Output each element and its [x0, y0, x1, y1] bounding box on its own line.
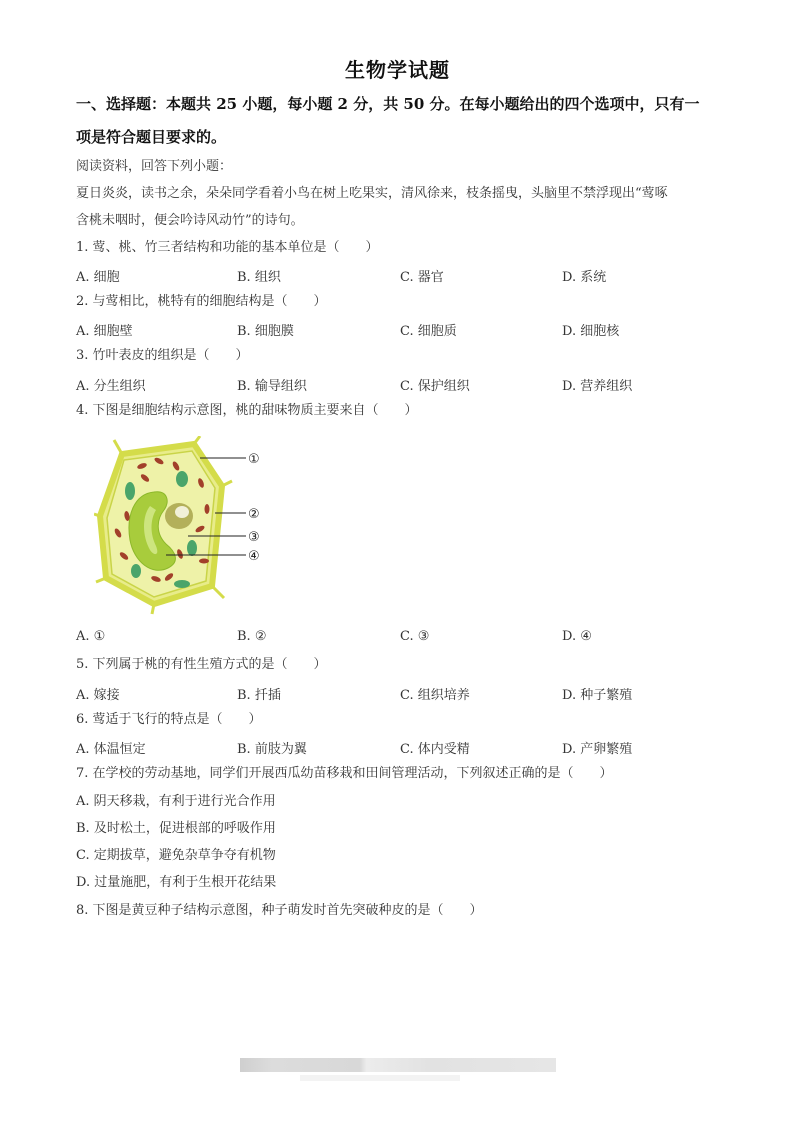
question-5-stem: 5. 下列属于桃的有性生殖方式的是（ ）	[76, 657, 327, 672]
page-title: 生物学试题	[345, 58, 450, 82]
footer-watermark	[240, 1058, 556, 1072]
option-a[interactable]: A. 细胞壁	[76, 324, 133, 339]
question-6-stem: 6. 莺适于飞行的特点是（ ）	[76, 712, 262, 727]
option-b[interactable]: B. 扦插	[237, 688, 281, 703]
option-a[interactable]: A. 体温恒定	[76, 742, 146, 757]
footer-watermark-sub	[300, 1075, 460, 1081]
chloroplast	[125, 482, 135, 500]
option-d[interactable]: D. 细胞核	[562, 324, 620, 339]
question-2-options	[76, 320, 726, 338]
option-b[interactable]: B. 输导组织	[237, 379, 307, 394]
option-b[interactable]: B. 组织	[237, 270, 281, 285]
section-heading-line2: 项是符合题目要求的。	[76, 128, 227, 146]
option-d[interactable]: D. 系统	[562, 270, 607, 285]
passage-line-2: 含桃未咽时，便会吟诗风动竹”的诗句。	[76, 213, 304, 228]
question-1-options	[76, 266, 726, 284]
question-4-options	[76, 629, 726, 647]
option-c[interactable]: C. ③	[400, 629, 430, 644]
passage-line-1: 夏日炎炎，读书之余，朵朵同学看着小鸟在树上吃果实，清风徐来，枝条摇曳，头脑里不禁浮现出“莺啄	[76, 186, 668, 201]
option-b[interactable]: B. ②	[237, 629, 267, 644]
option-d[interactable]: D. 产卵繁殖	[562, 742, 633, 757]
question-7-option-d[interactable]: D. 过量施肥，有利于生根开花结果	[76, 875, 277, 890]
option-d[interactable]: D. 种子繁殖	[562, 688, 633, 703]
plant-cell-diagram	[94, 436, 274, 616]
question-7-option-b[interactable]: B. 及时松土，促进根部的呼吸作用	[76, 821, 276, 836]
question-6-options	[76, 738, 726, 756]
option-c[interactable]: C. 细胞质	[400, 324, 457, 339]
question-4-stem: 4. 下图是细胞结构示意图，桃的甜味物质主要来自（ ）	[76, 403, 418, 418]
option-c[interactable]: C. 器官	[400, 270, 444, 285]
question-3-options	[76, 375, 726, 393]
option-c[interactable]: C. 保护组织	[400, 379, 470, 394]
section-heading-line1: 一、选择题：本题共 25 小题，每小题 2 分，共 50 分。在每小题给出的四个选项中，只有一	[76, 95, 700, 113]
option-d[interactable]: D. ④	[562, 629, 592, 644]
label-2: ②	[248, 507, 260, 522]
label-3: ③	[248, 530, 260, 545]
question-5-options	[76, 684, 726, 702]
option-b[interactable]: B. 细胞膜	[237, 324, 294, 339]
question-7-option-c[interactable]: C. 定期拔草，避免杂草争夺有机物	[76, 848, 276, 863]
question-3-stem: 3. 竹叶表皮的组织是（ ）	[76, 348, 249, 363]
reading-intro: 阅读资料，回答下列小题：	[76, 159, 233, 174]
option-a[interactable]: A. 分生组织	[76, 379, 146, 394]
question-8-stem: 8. 下图是黄豆种子结构示意图，种子萌发时首先突破种皮的是（ ）	[76, 903, 483, 918]
question-7-option-a[interactable]: A. 阴天移栽，有利于进行光合作用	[76, 794, 276, 809]
option-c[interactable]: C. 组织培养	[400, 688, 470, 703]
option-d[interactable]: D. 营养组织	[562, 379, 633, 394]
option-a[interactable]: A. ①	[76, 629, 106, 644]
question-2-stem: 2. 与莺相比，桃特有的细胞结构是（ ）	[76, 294, 327, 309]
option-b[interactable]: B. 前肢为翼	[237, 742, 307, 757]
option-a[interactable]: A. 细胞	[76, 270, 120, 285]
question-7-stem: 7. 在学校的劳动基地，同学们开展西瓜幼苗移栽和田间管理活动，下列叙述正确的是（ ）	[76, 766, 613, 781]
label-1: ①	[248, 452, 260, 467]
label-4: ④	[248, 549, 260, 564]
question-1-stem: 1. 莺、桃、竹三者结构和功能的基本单位是（ ）	[76, 240, 379, 255]
option-a[interactable]: A. 嫁接	[76, 688, 120, 703]
option-c[interactable]: C. 体内受精	[400, 742, 470, 757]
